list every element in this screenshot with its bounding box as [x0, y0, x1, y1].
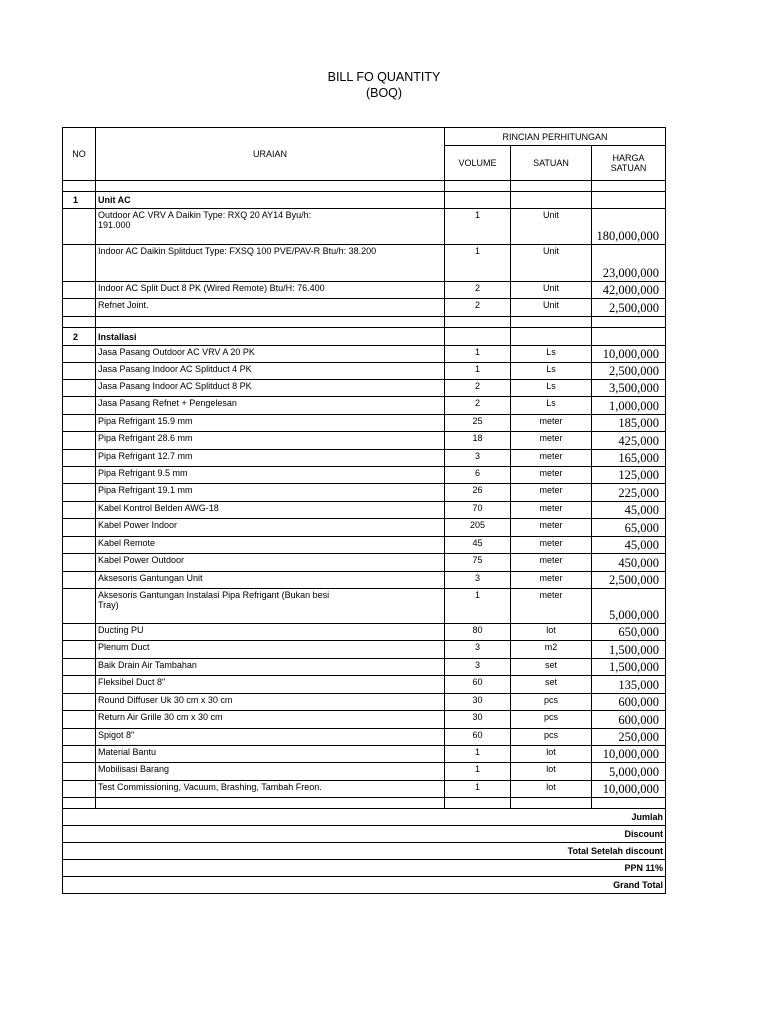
row-no-cell	[63, 397, 96, 415]
table-row	[63, 729, 666, 746]
item-harga-satuan: 650,000	[592, 624, 666, 641]
row-no-cell	[63, 363, 96, 380]
summary-row	[63, 860, 666, 877]
item-satuan: meter	[511, 432, 592, 450]
summary-label: Discount	[63, 826, 666, 843]
item-description	[96, 729, 445, 746]
item-harga-satuan: 450,000	[592, 554, 666, 572]
item-satuan: pcs	[511, 694, 592, 711]
item-description-line2: Tray)	[98, 600, 119, 610]
item-volume: 3	[445, 641, 511, 659]
item-description-line1: Aksesoris Gantungan Unit	[98, 573, 203, 583]
item-satuan: meter	[511, 415, 592, 432]
row-no-cell	[63, 554, 96, 572]
item-harga-satuan: 1,500,000	[592, 641, 666, 659]
item-volume: 1	[445, 763, 511, 781]
item-volume: 60	[445, 676, 511, 694]
row-no-cell	[63, 641, 96, 659]
table-row	[63, 589, 666, 624]
item-description-line1: Test Commissioning, Vacuum, Brashing, Tambah Freon.	[98, 782, 322, 792]
row-no-cell	[63, 346, 96, 363]
table-row	[63, 209, 666, 245]
item-harga-satuan: 600,000	[592, 694, 666, 711]
table-row	[63, 659, 666, 676]
item-description-line1: Indoor AC Daikin Splitduct Type: FXSQ 100 PVE/PAV-R Btu/h: 38.200	[98, 246, 377, 256]
row-no-cell	[63, 729, 96, 746]
table-row	[63, 519, 666, 537]
row-no-cell	[63, 746, 96, 763]
item-volume: 1	[445, 346, 511, 363]
item-harga-satuan: 10,000,000	[592, 781, 666, 798]
table-row	[63, 245, 666, 282]
header-harga	[592, 146, 666, 181]
item-description	[96, 589, 445, 624]
item-satuan: set	[511, 676, 592, 694]
row-no-cell	[63, 572, 96, 589]
header-row-1	[63, 128, 666, 146]
item-satuan: Ls	[511, 397, 592, 415]
item-description	[96, 694, 445, 711]
item-volume: 1	[445, 746, 511, 763]
row-no-cell	[63, 659, 96, 676]
item-volume: 1	[445, 781, 511, 798]
item-description-line1: Return Air Grille 30 cm x 30 cm	[98, 712, 223, 722]
item-harga-satuan: 42,000,000	[592, 282, 666, 299]
item-satuan: pcs	[511, 729, 592, 746]
table-row	[63, 299, 666, 317]
table-row	[63, 537, 666, 554]
item-satuan: m2	[511, 641, 592, 659]
item-description-line1: Kabel Remote	[98, 538, 156, 548]
document-title: BILL FO QUANTITY	[327, 70, 441, 84]
item-satuan: lot	[511, 781, 592, 798]
item-volume: 3	[445, 450, 511, 467]
item-satuan: Unit	[511, 209, 592, 245]
item-harga-satuan: 65,000	[592, 519, 666, 537]
item-description	[96, 502, 445, 519]
row-no-cell	[63, 589, 96, 624]
item-description-line1: Indoor AC Split Duct 8 PK (Wired Remote) Btu/H: 76.400	[98, 283, 325, 293]
item-description-line1: Fleksibel Duct 8"	[98, 677, 166, 687]
item-volume: 80	[445, 624, 511, 641]
item-volume: 2	[445, 282, 511, 299]
item-satuan: lot	[511, 624, 592, 641]
item-description-line1: Jasa Pasang Indoor AC Splitduct 8 PK	[98, 381, 252, 391]
summary-row	[63, 809, 666, 826]
item-satuan: Unit	[511, 245, 592, 282]
row-no-cell	[63, 763, 96, 781]
section-row-unit-ac	[63, 192, 666, 209]
table-row	[63, 346, 666, 363]
row-no-cell	[63, 537, 96, 554]
item-description-line1: Mobilisasi Barang	[98, 764, 170, 774]
row-no-cell	[63, 781, 96, 798]
header-no: NO	[63, 128, 96, 181]
table-row	[63, 415, 666, 432]
item-satuan: meter	[511, 554, 592, 572]
row-no-cell	[63, 676, 96, 694]
item-satuan: meter	[511, 537, 592, 554]
row-no-cell	[63, 282, 96, 299]
table-row	[63, 282, 666, 299]
table-row	[63, 380, 666, 397]
row-no-cell	[63, 711, 96, 729]
item-harga-satuan: 165,000	[592, 450, 666, 467]
table-row	[63, 641, 666, 659]
summary-row	[63, 843, 666, 860]
item-harga-satuan: 10,000,000	[592, 346, 666, 363]
item-description	[96, 363, 445, 380]
spacer-row	[63, 798, 666, 809]
item-description-line1: Refnet Joint.	[98, 300, 149, 310]
item-description-line1: Pipa Refrigant 9.5 mm	[98, 468, 188, 478]
row-no-cell	[63, 245, 96, 282]
item-harga-satuan: 180,000,000	[592, 209, 666, 245]
item-harga-satuan: 23,000,000	[592, 245, 666, 282]
item-description	[96, 450, 445, 467]
item-satuan: Unit	[511, 282, 592, 299]
item-volume: 1	[445, 245, 511, 282]
table-row	[63, 363, 666, 380]
spacer-row	[63, 317, 666, 328]
item-description	[96, 641, 445, 659]
summary-row	[63, 826, 666, 843]
item-harga-satuan: 600,000	[592, 711, 666, 729]
table-row	[63, 467, 666, 484]
item-volume: 1	[445, 209, 511, 245]
item-description-line1: Pipa Refrigant 12.7 mm	[98, 451, 193, 461]
item-description	[96, 209, 445, 245]
item-volume: 75	[445, 554, 511, 572]
table-row	[63, 746, 666, 763]
item-description-line1: Kabel Power Indoor	[98, 520, 178, 530]
item-harga-satuan: 2,500,000	[592, 299, 666, 317]
boq-table	[62, 127, 666, 894]
row-no-cell	[63, 694, 96, 711]
item-harga-satuan: 5,000,000	[592, 763, 666, 781]
item-satuan: Unit	[511, 299, 592, 317]
row-no-cell	[63, 299, 96, 317]
row-no-cell	[63, 502, 96, 519]
item-harga-satuan: 5,000,000	[592, 589, 666, 624]
item-description-line1: Plenum Duct	[98, 642, 150, 652]
header-rincian: RINCIAN PERHITUNGAN	[445, 128, 666, 146]
item-description-line1: Jasa Pasang Outdoor AC VRV A 20 PK	[98, 347, 255, 357]
item-description	[96, 781, 445, 798]
item-description	[96, 763, 445, 781]
item-harga-satuan: 225,000	[592, 484, 666, 502]
item-harga-satuan: 10,000,000	[592, 746, 666, 763]
item-description	[96, 484, 445, 502]
item-volume: 30	[445, 711, 511, 729]
table-row	[63, 572, 666, 589]
item-harga-satuan: 45,000	[592, 502, 666, 519]
item-description	[96, 467, 445, 484]
item-description-line1: Aksesoris Gantungan Instalasi Pipa Refrigant (Bukan besi	[98, 590, 330, 600]
table-row	[63, 694, 666, 711]
item-volume: 2	[445, 380, 511, 397]
summary-label: PPN 11%	[63, 860, 666, 877]
item-description	[96, 415, 445, 432]
summary-label: Jumlah	[63, 809, 666, 826]
summary-label: Grand Total	[63, 877, 666, 894]
item-volume: 70	[445, 502, 511, 519]
item-harga-satuan: 3,500,000	[592, 380, 666, 397]
item-satuan: meter	[511, 572, 592, 589]
item-description	[96, 519, 445, 537]
item-description-line2: 191.000	[98, 220, 131, 230]
item-description	[96, 282, 445, 299]
table-row	[63, 432, 666, 450]
item-harga-satuan: 425,000	[592, 432, 666, 450]
item-volume: 2	[445, 299, 511, 317]
section-number: 2	[63, 328, 96, 346]
table-row	[63, 676, 666, 694]
item-description	[96, 299, 445, 317]
item-description	[96, 572, 445, 589]
section-number: 1	[63, 192, 96, 209]
header-volume: VOLUME	[445, 146, 511, 181]
item-harga-satuan: 125,000	[592, 467, 666, 484]
item-satuan: meter	[511, 589, 592, 624]
item-volume: 2	[445, 397, 511, 415]
table-row	[63, 624, 666, 641]
item-volume: 205	[445, 519, 511, 537]
row-no-cell	[63, 484, 96, 502]
item-description-line1: Outdoor AC VRV A Daikin Type: RXQ 20 AY14 Byu/h:	[98, 210, 312, 220]
item-description	[96, 659, 445, 676]
item-description	[96, 676, 445, 694]
item-description-line1: Pipa Refrigant 19.1 mm	[98, 485, 193, 495]
item-harga-satuan: 2,500,000	[592, 363, 666, 380]
summary-row	[63, 877, 666, 894]
item-volume: 25	[445, 415, 511, 432]
table-row	[63, 484, 666, 502]
row-no-cell	[63, 450, 96, 467]
item-description-line1: Pipa Refrigant 28.6 mm	[98, 433, 193, 443]
item-satuan: Ls	[511, 346, 592, 363]
item-harga-satuan: 1,500,000	[592, 659, 666, 676]
row-no-cell	[63, 380, 96, 397]
item-satuan: lot	[511, 746, 592, 763]
item-volume: 18	[445, 432, 511, 450]
item-satuan: meter	[511, 450, 592, 467]
table-row	[63, 450, 666, 467]
header-harga-line2: SATUAN	[610, 163, 647, 173]
item-harga-satuan: 185,000	[592, 415, 666, 432]
item-description	[96, 746, 445, 763]
item-volume: 6	[445, 467, 511, 484]
item-volume: 45	[445, 537, 511, 554]
item-description	[96, 432, 445, 450]
item-volume: 60	[445, 729, 511, 746]
item-harga-satuan: 250,000	[592, 729, 666, 746]
header-harga-line1: HARGA	[612, 153, 645, 163]
item-harga-satuan: 1,000,000	[592, 397, 666, 415]
item-harga-satuan: 45,000	[592, 537, 666, 554]
item-description-line1: Pipa Refrigant 15.9 mm	[98, 416, 193, 426]
item-volume: 1	[445, 589, 511, 624]
spacer-row	[63, 181, 666, 192]
table-row	[63, 502, 666, 519]
item-description	[96, 711, 445, 729]
item-description-line1: Jasa Pasang Refnet + Pengelesan	[98, 398, 237, 408]
section-row-installasi	[63, 328, 666, 346]
item-volume: 1	[445, 363, 511, 380]
item-description-line1: Material Bantu	[98, 747, 157, 757]
table-row	[63, 763, 666, 781]
item-description-line1: Jasa Pasang Indoor AC Splitduct 4 PK	[98, 364, 252, 374]
item-satuan: meter	[511, 484, 592, 502]
section-title: Unit AC	[96, 192, 445, 209]
row-no-cell	[63, 432, 96, 450]
item-satuan: pcs	[511, 711, 592, 729]
header-uraian: URAIAN	[96, 128, 445, 181]
item-description	[96, 537, 445, 554]
table-row	[63, 397, 666, 415]
item-volume: 3	[445, 572, 511, 589]
item-satuan: lot	[511, 763, 592, 781]
item-description-line1: Baik Drain Air Tambahan	[98, 660, 197, 670]
row-no-cell	[63, 209, 96, 245]
item-description	[96, 380, 445, 397]
item-satuan: Ls	[511, 363, 592, 380]
item-description	[96, 346, 445, 363]
document-subtitle: (BOQ)	[365, 86, 403, 100]
table-row	[63, 781, 666, 798]
item-volume: 3	[445, 659, 511, 676]
item-volume: 26	[445, 484, 511, 502]
item-harga-satuan: 2,500,000	[592, 572, 666, 589]
item-description-line1: Round Diffuser Uk 30 cm x 30 cm	[98, 695, 233, 705]
item-description-line1: Spigot 8"	[98, 730, 135, 740]
item-description	[96, 624, 445, 641]
item-description	[96, 554, 445, 572]
item-description-line1: Ducting PU	[98, 625, 144, 635]
table-row	[63, 711, 666, 729]
item-description	[96, 397, 445, 415]
item-description	[96, 245, 445, 282]
item-description-line1: Kabel Power Outdoor	[98, 555, 185, 565]
row-no-cell	[63, 467, 96, 484]
section-title: Installasi	[96, 328, 445, 346]
row-no-cell	[63, 519, 96, 537]
row-no-cell	[63, 415, 96, 432]
table-row	[63, 554, 666, 572]
item-description-line1: Kabel Kontrol Belden AWG-18	[98, 503, 219, 513]
item-satuan: Ls	[511, 380, 592, 397]
row-no-cell	[63, 624, 96, 641]
item-satuan: meter	[511, 519, 592, 537]
summary-label: Total Setelah discount	[63, 843, 666, 860]
item-volume: 30	[445, 694, 511, 711]
item-harga-satuan: 135,000	[592, 676, 666, 694]
header-satuan: SATUAN	[511, 146, 592, 181]
item-satuan: meter	[511, 467, 592, 484]
item-satuan: set	[511, 659, 592, 676]
item-satuan: meter	[511, 502, 592, 519]
